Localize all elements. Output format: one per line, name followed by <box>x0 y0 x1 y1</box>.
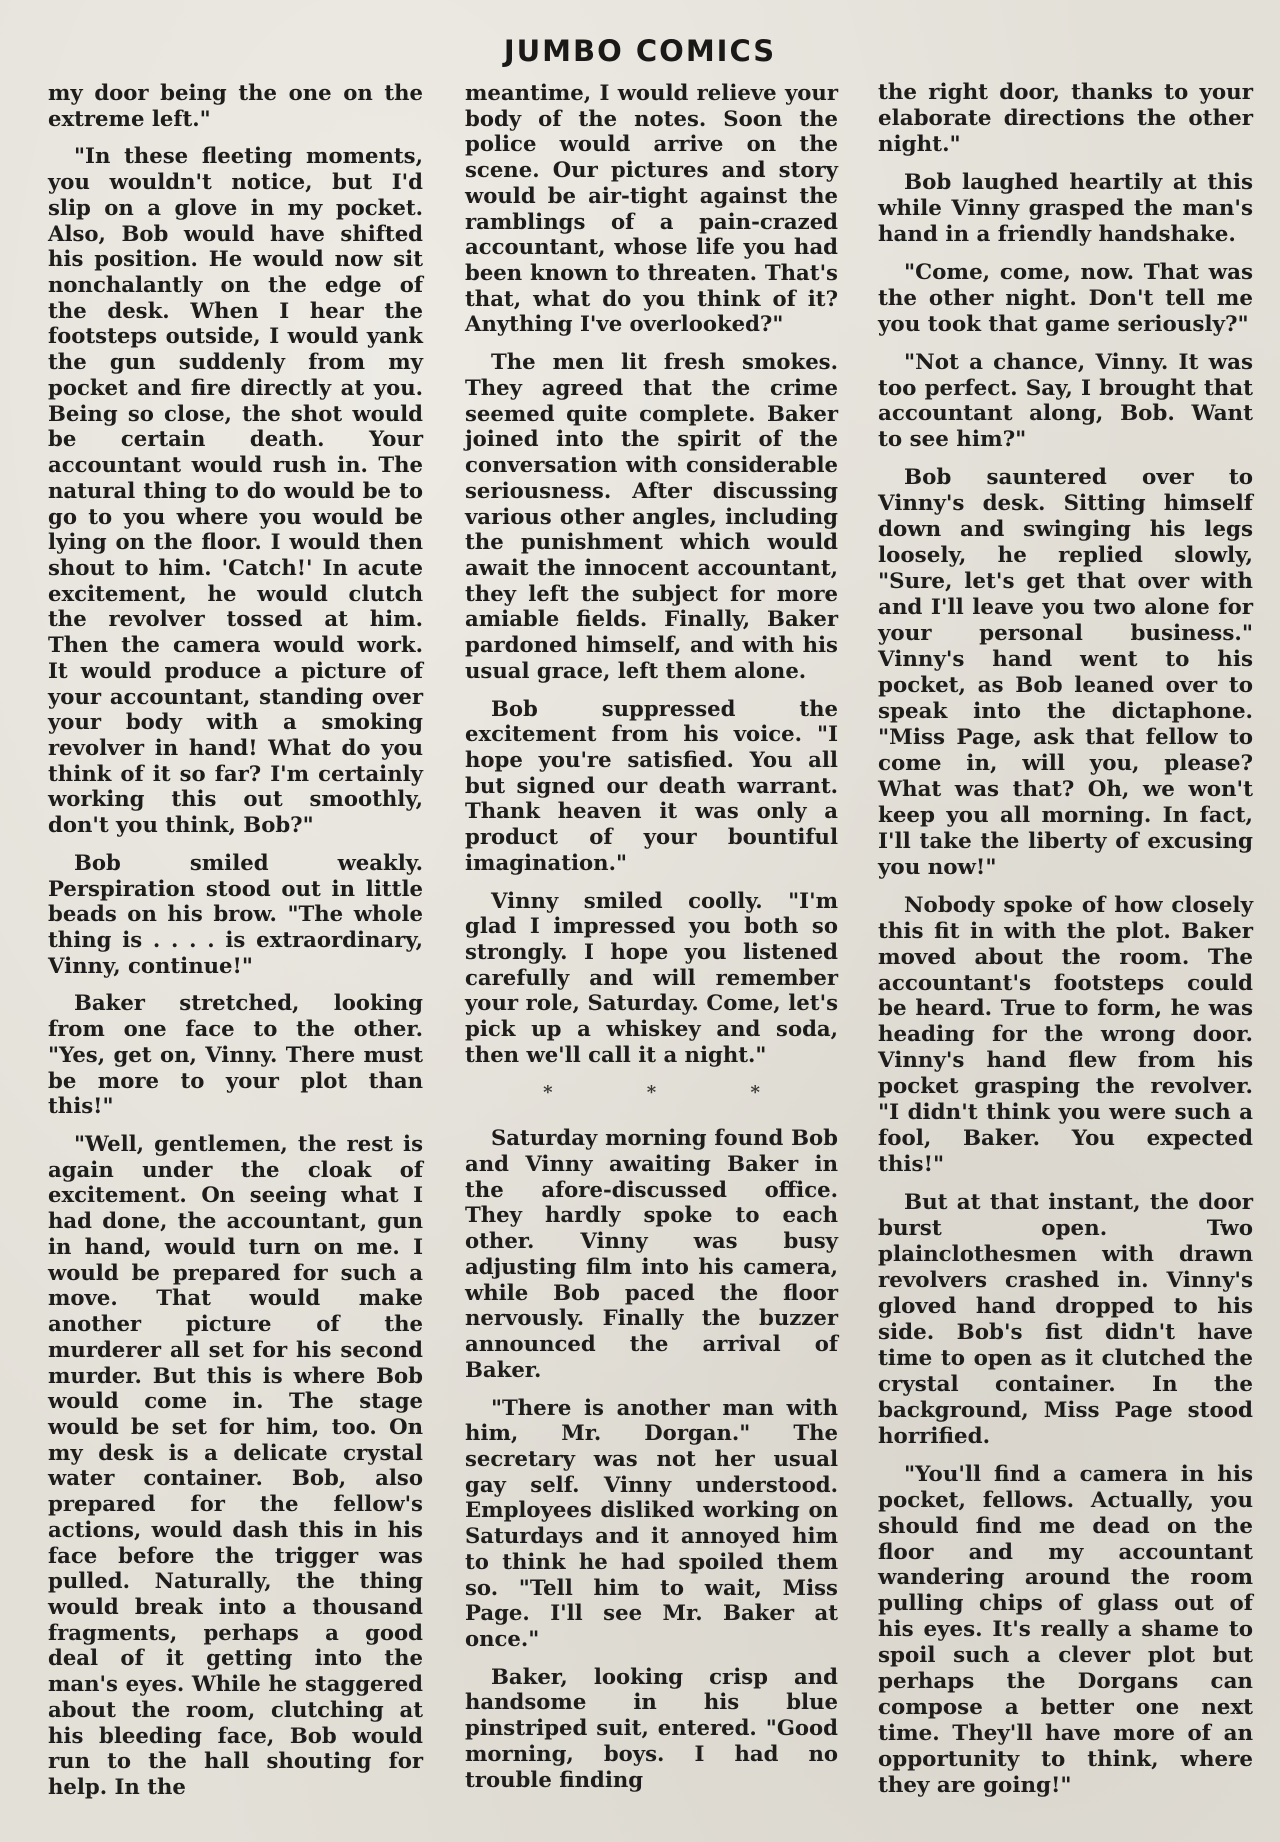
text-column-2 <box>465 80 838 1804</box>
page-header-title: JUMBO COMICS <box>503 34 777 68</box>
paragraph: Baker, looking crisp and handsome in his blue pinstriped suit, entered. "Good morning, boys. I had no trouble finding <box>465 1663 838 1792</box>
paragraph: But at that instant, the door burst open. Two plainclothesmen with drawn revolvers crashed in. Vinny's gloved hand dropped to his side. Bob's fist didn't have time to open as it clutched the crystal container. In the background, Miss Page stood horrified. <box>878 1190 1253 1449</box>
paragraph: Vinny smiled coolly. "I'm glad I impressed you both so strongly. I hope you listened carefully and will remember your role, Saturday. Come, let's pick up a whiskey and soda, then we'll call it a night." <box>465 887 838 1067</box>
paragraph: meantime, I would relieve your body of the notes. Soon the police would arrive on the scene. Our pictures and story would be air-tight against the ramblings of a pain-crazed accountant, whose life you had been known to threaten. That's that, what do you think of it? Anything I've overlooked?" <box>465 80 838 337</box>
paragraph: Bob sauntered over to Vinny's desk. Sitting himself down and swinging his legs loosely, he replied slowly, "Sure, let's get that over with and I'll leave you two alone for your personal business." Vinny's hand went to his pocket, as Bob leaned over to speak into the dictaphone. "Miss Page, ask that fellow to come in, will you, please? What was that? Oh, we won't keep you all morning. In fact, I'll take the liberty of excusing you now!" <box>878 465 1253 880</box>
paragraph: "In these fleeting moments, you wouldn't notice, but I'd slip on a glove in my pocket. Also, Bob would have shifted his position. He would now sit nonchalantly on the edge of the desk. When I hear the footsteps outside, I would yank the gun suddenly from my pocket and fire directly at you. Being so close, the shot would be certain death. Your accountant would rush in. The natural thing to do would be to go to you where you would be lying on the floor. I would then shout to him. 'Catch!' In acute excitement, he would clutch the revolver tossed at him. Then the camera would work. It would produce a picture of your accountant, standing over your body with a smoking revolver in hand! What do you think of it so far? I'm certainly working this out smoothly, don't you think, Bob?" <box>48 143 423 838</box>
paragraph: "There is another man with him, Mr. Dorgan." The secretary was not her usual gay self. Vinny understood. Employees disliked working on Saturdays and it annoyed him to think he had spoiled them so. "Tell him to wait, Miss Page. I'll see Mr. Baker at once." <box>465 1394 838 1651</box>
paragraph: Nobody spoke of how closely this fit in with the plot. Baker moved about the room. The accountant's footsteps could be heard. True to form, he was heading for the wrong door. Vinny's hand flew from his pocket grasping the revolver. "I didn't think you were such a fool, Baker. You expected this!" <box>878 892 1253 1178</box>
paragraph: Saturday morning found Bob and Vinny awaiting Baker in the afore-discussed office. They hardly spoke to each other. Vinny was busy adjusting film into his camera, while Bob paced the floor nervously. Finally the buzzer announced the arrival of Baker. <box>465 1125 838 1382</box>
paragraph: "Not a chance, Vinny. It was too perfect. Say, I brought that accountant along, Bob. Want to see him?" <box>878 349 1253 453</box>
paragraph: Bob suppressed the excitement from his voice. "I hope you're satisfied. You all but signed our death warrant. Thank heaven it was only a product of your bountiful imagination." <box>465 695 838 875</box>
text-column-3 <box>878 80 1253 1811</box>
section-break-asterisks: * * * <box>543 1081 804 1103</box>
paragraph: Bob laughed heartily at this while Vinny grasped the man's hand in a friendly handshake. <box>878 169 1253 247</box>
paragraph: The men lit fresh smokes. They agreed that the crime seemed quite complete. Baker joined into the spirit of the conversation with considerable seriousness. After discussing various other angles, including the punishment which would await the innocent accountant, they left the subject for more amiable fields. Finally, Baker pardoned himself, and with his usual grace, left them alone. <box>465 349 838 683</box>
paragraph: Bob smiled weakly. Perspiration stood out in little beads on his brow. "The whole thing is . . . . is extraordinary, Vinny, continue!" <box>48 849 423 978</box>
text-column-1 <box>48 80 423 1812</box>
paragraph: Baker stretched, looking from one face to the other. "Yes, get on, Vinny. There must be more to your plot than this!" <box>48 990 423 1119</box>
paragraph: "Come, come, now. That was the other night. Don't tell me you took that game seriously?" <box>878 259 1253 337</box>
paragraph: my door being the one on the extreme left." <box>48 80 423 131</box>
paragraph: "Well, gentlemen, the rest is again under the cloak of excitement. On seeing what I had done, the accountant, gun in hand, would turn on me. I would be prepared for such a move. That would make another picture of the murderer all set for his second murder. But this is where Bob would come in. The stage would be set for him, too. On my desk is a delicate crystal water container. Bob, also prepared for the fellow's actions, would dash this in his face before the trigger was pulled. Naturally, the thing would break into a thousand fragments, perhaps a good deal of it getting into the man's eyes. While he staggered about the room, clutching at his bleeding face, Bob would run to the hall shouting for help. In the <box>48 1131 423 1799</box>
paragraph: "You'll find a camera in his pocket, fellows. Actually, you should find me dead on the floor and my accountant wandering around the room pulling chips of glass out of his eyes. It's really a shame to spoil such a clever plot but perhaps the Dorgans can compose a better one next time. They'll have more of an opportunity to think, where they are going!" <box>878 1461 1253 1799</box>
paragraph: the right door, thanks to your elaborate directions the other night." <box>878 80 1253 157</box>
